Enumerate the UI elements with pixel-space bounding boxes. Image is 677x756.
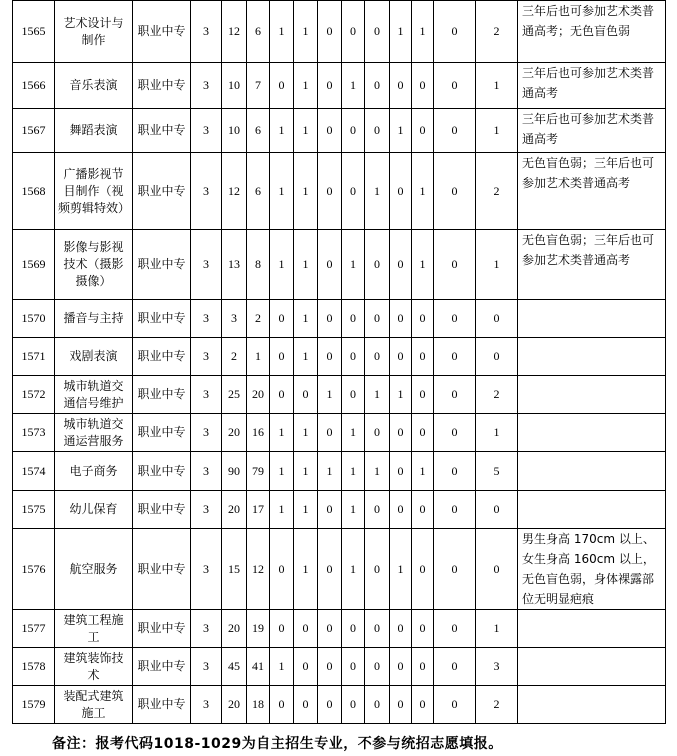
cell-value: 0 (365, 109, 390, 153)
cell-major-name: 艺术设计与制作 (55, 1, 133, 63)
cell-major-name: 播音与主持 (55, 300, 133, 338)
cell-value: 41 (247, 648, 270, 686)
cell-value: 1 (294, 491, 318, 529)
cell-value: 1 (412, 230, 434, 300)
cell-major-name: 建筑工程施工 (55, 610, 133, 648)
cell-value: 0 (318, 648, 342, 686)
cell-major-name: 戏剧表演 (55, 338, 133, 376)
cell-value: 0 (318, 414, 342, 452)
table-row (13, 338, 666, 376)
cell-value: 1 (270, 109, 294, 153)
cell-value: 0 (434, 529, 476, 610)
cell-value: 1 (294, 452, 318, 491)
cell-value: 20 (222, 610, 247, 648)
cell-code: 1579 (13, 686, 55, 724)
cell-value: 0 (390, 63, 412, 109)
cell-value: 10 (222, 63, 247, 109)
cell-value: 90 (222, 452, 247, 491)
cell-value: 0 (318, 230, 342, 300)
cell-value: 0 (342, 109, 365, 153)
cell-note (518, 491, 666, 529)
cell-major-name: 影像与影视技术（摄影摄像） (55, 230, 133, 300)
cell-value: 2 (476, 1, 518, 63)
cell-value: 3 (191, 414, 222, 452)
cell-level: 职业中专 (133, 686, 191, 724)
cell-value: 1 (365, 153, 390, 230)
cell-value: 0 (270, 529, 294, 610)
cell-value: 1 (342, 491, 365, 529)
cell-value: 5 (476, 452, 518, 491)
cell-note (518, 300, 666, 338)
cell-value: 0 (318, 686, 342, 724)
cell-value: 1 (476, 109, 518, 153)
cell-value: 12 (247, 529, 270, 610)
table-row (13, 414, 666, 452)
table-row (13, 452, 666, 491)
cell-level: 职业中专 (133, 610, 191, 648)
cell-value: 0 (365, 338, 390, 376)
cell-value: 3 (191, 376, 222, 414)
table-row (13, 109, 666, 153)
cell-value: 1 (294, 414, 318, 452)
cell-major-name: 城市轨道交通信号维护 (55, 376, 133, 414)
cell-note: 男生身高 170cm 以上、女生身高 160cm 以上，无色盲色弱，身体裸露部位无明显疤痕 (518, 529, 666, 610)
cell-value: 0 (318, 63, 342, 109)
cell-value: 1 (412, 452, 434, 491)
table-row (13, 686, 666, 724)
cell-value: 0 (318, 109, 342, 153)
cell-value: 12 (222, 153, 247, 230)
cell-value: 1 (294, 230, 318, 300)
cell-value: 0 (476, 491, 518, 529)
cell-value: 0 (390, 338, 412, 376)
cell-value: 0 (270, 376, 294, 414)
cell-value: 6 (247, 153, 270, 230)
cell-value: 1 (476, 230, 518, 300)
cell-value: 0 (365, 610, 390, 648)
cell-value: 1 (342, 230, 365, 300)
cell-major-name: 装配式建筑施工 (55, 686, 133, 724)
cell-major-name: 幼儿保育 (55, 491, 133, 529)
cell-value: 0 (294, 648, 318, 686)
cell-level: 职业中专 (133, 230, 191, 300)
cell-level: 职业中专 (133, 376, 191, 414)
cell-value: 0 (365, 300, 390, 338)
cell-value: 1 (390, 1, 412, 63)
cell-major-name: 广播影视节目制作（视频剪辑特效） (55, 153, 133, 230)
cell-value: 1 (476, 414, 518, 452)
cell-value: 3 (191, 648, 222, 686)
cell-note (518, 338, 666, 376)
cell-value: 7 (247, 63, 270, 109)
cell-value: 0 (412, 610, 434, 648)
cell-value: 1 (412, 1, 434, 63)
cell-value: 0 (318, 491, 342, 529)
cell-level: 职业中专 (133, 529, 191, 610)
cell-level: 职业中专 (133, 300, 191, 338)
cell-value: 3 (191, 686, 222, 724)
cell-major-name: 建筑装饰技术 (55, 648, 133, 686)
cell-value: 25 (222, 376, 247, 414)
cell-note (518, 376, 666, 414)
cell-value: 0 (270, 686, 294, 724)
cell-value: 0 (434, 414, 476, 452)
table-row (13, 376, 666, 414)
cell-level: 职业中专 (133, 1, 191, 63)
cell-value: 2 (476, 153, 518, 230)
cell-value: 0 (318, 529, 342, 610)
cell-value: 0 (318, 610, 342, 648)
cell-value: 0 (365, 414, 390, 452)
cell-value: 3 (191, 452, 222, 491)
cell-value: 1 (342, 63, 365, 109)
cell-value: 1 (294, 1, 318, 63)
cell-value: 3 (191, 300, 222, 338)
cell-value: 20 (247, 376, 270, 414)
cell-value: 19 (247, 610, 270, 648)
cell-value: 0 (342, 376, 365, 414)
cell-value: 6 (247, 1, 270, 63)
cell-value: 0 (390, 491, 412, 529)
cell-value: 1 (342, 452, 365, 491)
cell-code: 1568 (13, 153, 55, 230)
cell-value: 1 (390, 109, 412, 153)
cell-value: 0 (434, 338, 476, 376)
cell-note: 三年后也可参加艺术类普通高考 (518, 63, 666, 109)
cell-value: 0 (412, 648, 434, 686)
cell-code: 1567 (13, 109, 55, 153)
cell-value: 0 (390, 153, 412, 230)
cell-code: 1566 (13, 63, 55, 109)
cell-value: 0 (434, 610, 476, 648)
cell-value: 1 (270, 648, 294, 686)
cell-value: 0 (476, 300, 518, 338)
cell-note: 无色盲色弱；三年后也可参加艺术类普通高考 (518, 153, 666, 230)
cell-value: 0 (412, 338, 434, 376)
cell-value: 0 (342, 300, 365, 338)
cell-level: 职业中专 (133, 153, 191, 230)
cell-value: 3 (191, 63, 222, 109)
cell-value: 1 (342, 414, 365, 452)
cell-value: 0 (342, 338, 365, 376)
cell-value: 0 (342, 648, 365, 686)
cell-value: 2 (247, 300, 270, 338)
cell-value: 1 (365, 376, 390, 414)
cell-code: 1569 (13, 230, 55, 300)
cell-value: 0 (412, 109, 434, 153)
cell-value: 0 (390, 414, 412, 452)
cell-value: 13 (222, 230, 247, 300)
cell-note (518, 610, 666, 648)
cell-value: 20 (222, 491, 247, 529)
cell-level: 职业中专 (133, 648, 191, 686)
table-row (13, 648, 666, 686)
cell-value: 1 (270, 1, 294, 63)
cell-value: 2 (476, 376, 518, 414)
cell-value: 3 (191, 153, 222, 230)
cell-value: 0 (318, 338, 342, 376)
cell-value: 1 (318, 376, 342, 414)
cell-value: 15 (222, 529, 247, 610)
cell-value: 0 (318, 153, 342, 230)
cell-value: 1 (476, 63, 518, 109)
cell-level: 职业中专 (133, 452, 191, 491)
cell-value: 1 (270, 452, 294, 491)
cell-value: 0 (294, 686, 318, 724)
cell-value: 1 (270, 153, 294, 230)
table-row (13, 529, 666, 610)
cell-value: 0 (476, 338, 518, 376)
cell-code: 1574 (13, 452, 55, 491)
cell-value: 1 (412, 153, 434, 230)
cell-code: 1570 (13, 300, 55, 338)
footnote: 备注：报考代码1018-1029为自主招生专业，不参与统招志愿填报。 (52, 736, 503, 752)
cell-value: 20 (222, 414, 247, 452)
cell-value: 0 (476, 529, 518, 610)
cell-value: 20 (222, 686, 247, 724)
cell-value: 45 (222, 648, 247, 686)
cell-value: 3 (191, 338, 222, 376)
cell-code: 1571 (13, 338, 55, 376)
cell-code: 1573 (13, 414, 55, 452)
cell-value: 1 (390, 529, 412, 610)
cell-note: 三年后也可参加艺术类普通高考；无色盲色弱 (518, 1, 666, 63)
cell-value: 1 (294, 63, 318, 109)
cell-code: 1565 (13, 1, 55, 63)
cell-value: 0 (434, 491, 476, 529)
table-row (13, 300, 666, 338)
cell-value: 1 (270, 414, 294, 452)
cell-major-name: 音乐表演 (55, 63, 133, 109)
cell-note (518, 414, 666, 452)
cell-value: 0 (412, 686, 434, 724)
cell-value: 3 (222, 300, 247, 338)
cell-value: 3 (191, 109, 222, 153)
cell-value: 0 (434, 376, 476, 414)
cell-value: 3 (191, 1, 222, 63)
cell-value: 3 (476, 648, 518, 686)
cell-value: 0 (318, 300, 342, 338)
cell-value: 3 (191, 610, 222, 648)
cell-note (518, 452, 666, 491)
cell-value: 0 (434, 452, 476, 491)
cell-value: 0 (342, 610, 365, 648)
table-row (13, 610, 666, 648)
table-row (13, 230, 666, 300)
cell-value: 1 (365, 452, 390, 491)
cell-value: 18 (247, 686, 270, 724)
cell-value: 0 (434, 63, 476, 109)
cell-code: 1576 (13, 529, 55, 610)
cell-major-name: 舞蹈表演 (55, 109, 133, 153)
cell-value: 16 (247, 414, 270, 452)
cell-value: 0 (434, 230, 476, 300)
cell-value: 0 (365, 529, 390, 610)
cell-code: 1575 (13, 491, 55, 529)
cell-value: 0 (412, 414, 434, 452)
cell-value: 0 (318, 1, 342, 63)
cell-value: 1 (476, 610, 518, 648)
cell-note: 无色盲色弱；三年后也可参加艺术类普通高考 (518, 230, 666, 300)
cell-value: 1 (294, 300, 318, 338)
cell-value: 3 (191, 230, 222, 300)
cell-value: 0 (412, 376, 434, 414)
cell-value: 0 (434, 300, 476, 338)
cell-level: 职业中专 (133, 63, 191, 109)
cell-value: 1 (390, 376, 412, 414)
cell-value: 0 (390, 452, 412, 491)
cell-major-name: 城市轨道交通运营服务 (55, 414, 133, 452)
cell-value: 8 (247, 230, 270, 300)
cell-value: 0 (270, 300, 294, 338)
cell-value: 2 (476, 686, 518, 724)
enrollment-table (12, 0, 666, 724)
cell-note (518, 648, 666, 686)
cell-value: 0 (434, 109, 476, 153)
cell-value: 1 (247, 338, 270, 376)
cell-value: 0 (342, 153, 365, 230)
cell-value: 1 (294, 153, 318, 230)
cell-value: 1 (270, 230, 294, 300)
cell-value: 0 (365, 230, 390, 300)
cell-code: 1577 (13, 610, 55, 648)
cell-value: 1 (294, 109, 318, 153)
cell-value: 0 (434, 648, 476, 686)
cell-value: 0 (412, 491, 434, 529)
cell-level: 职业中专 (133, 491, 191, 529)
cell-code: 1572 (13, 376, 55, 414)
table-row (13, 1, 666, 63)
cell-value: 0 (434, 686, 476, 724)
cell-value: 1 (294, 529, 318, 610)
cell-value: 0 (270, 610, 294, 648)
cell-value: 3 (191, 529, 222, 610)
cell-value: 1 (294, 338, 318, 376)
cell-value: 0 (412, 63, 434, 109)
cell-major-name: 电子商务 (55, 452, 133, 491)
cell-level: 职业中专 (133, 109, 191, 153)
cell-value: 0 (390, 686, 412, 724)
cell-value: 0 (390, 648, 412, 686)
cell-value: 1 (342, 529, 365, 610)
cell-value: 10 (222, 109, 247, 153)
cell-value: 0 (294, 610, 318, 648)
cell-value: 0 (390, 610, 412, 648)
table-row (13, 153, 666, 230)
cell-note (518, 686, 666, 724)
cell-value: 0 (412, 300, 434, 338)
cell-level: 职业中专 (133, 338, 191, 376)
cell-value: 0 (270, 338, 294, 376)
cell-value: 1 (318, 452, 342, 491)
cell-value: 0 (434, 153, 476, 230)
cell-value: 79 (247, 452, 270, 491)
cell-note: 三年后也可参加艺术类普通高考 (518, 109, 666, 153)
cell-value: 0 (434, 1, 476, 63)
cell-value: 0 (342, 686, 365, 724)
cell-value: 0 (412, 529, 434, 610)
cell-value: 0 (390, 300, 412, 338)
cell-value: 0 (365, 63, 390, 109)
cell-value: 6 (247, 109, 270, 153)
cell-value: 3 (191, 491, 222, 529)
cell-value: 2 (222, 338, 247, 376)
cell-major-name: 航空服务 (55, 529, 133, 610)
cell-value: 0 (342, 1, 365, 63)
cell-level: 职业中专 (133, 414, 191, 452)
cell-value: 0 (365, 686, 390, 724)
table-row (13, 63, 666, 109)
cell-value: 0 (365, 1, 390, 63)
cell-value: 17 (247, 491, 270, 529)
cell-value: 0 (365, 648, 390, 686)
cell-value: 1 (270, 491, 294, 529)
cell-value: 0 (270, 63, 294, 109)
table-row (13, 491, 666, 529)
cell-value: 0 (294, 376, 318, 414)
cell-code: 1578 (13, 648, 55, 686)
cell-value: 0 (390, 230, 412, 300)
cell-value: 0 (365, 491, 390, 529)
cell-value: 12 (222, 1, 247, 63)
